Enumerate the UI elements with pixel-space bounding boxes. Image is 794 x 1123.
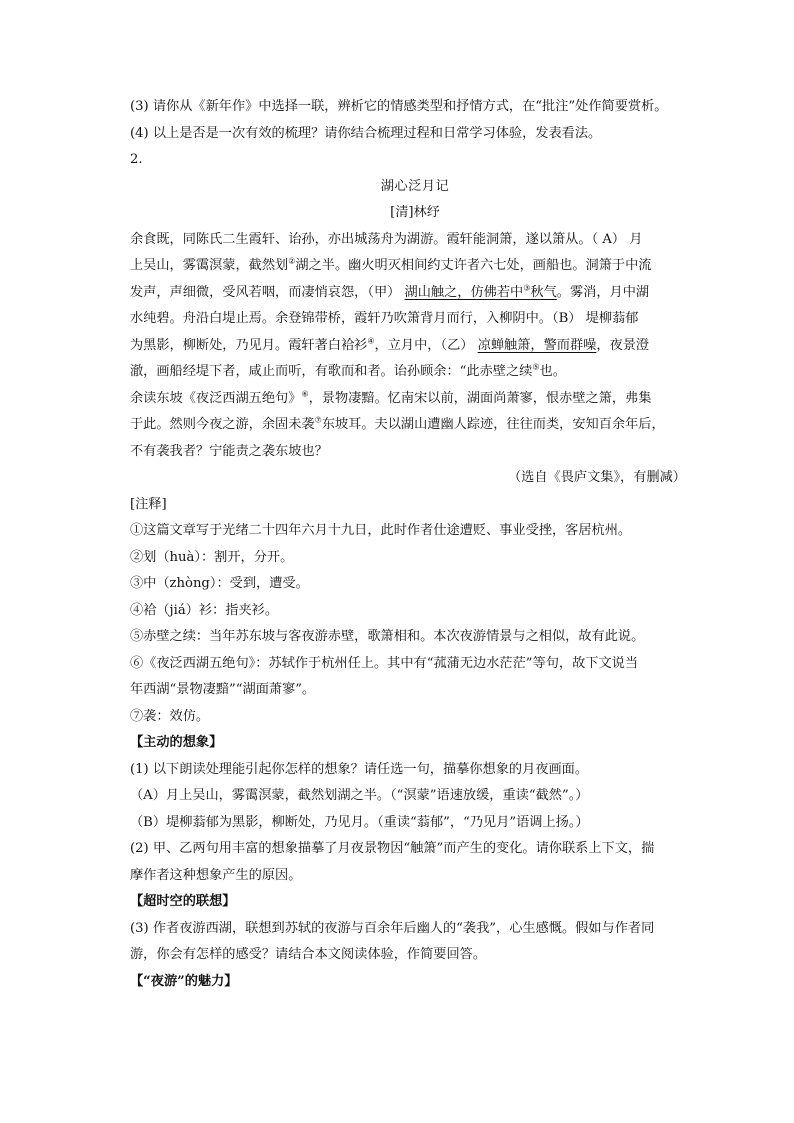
note-7: ⑦袭：效仿。 xyxy=(130,708,210,724)
note-marker: ⑦ xyxy=(314,415,322,425)
essay-line: 澈，画船经堤下者，咸止而听，有歌而和者。诒孙顾余：“此赤壁之续⑤也。 xyxy=(130,362,566,379)
essay-line: 不有袭我者？宁能责之袭东坡也？ xyxy=(130,443,328,459)
task-2: (2) 甲、乙两句用丰富的想象描摹了月夜景物因“触箫”而产生的变化。请你联系上下文，揣 xyxy=(130,841,655,856)
essay-paragraph-1 xyxy=(130,227,700,386)
essay-line: 上吴山，雾霭溟蒙，截然划②湖之半。幽火明灭相间约丈许者六七处，画船也。洞箫于中流 xyxy=(130,256,652,273)
task-2-cont: 摩作者这种想象产生的原因。 xyxy=(130,867,302,883)
question-3: (3) 请你从《新年作》中选择一联，辨析它的情感类型和抒情方式，在“批注”处作简要赏析。 xyxy=(130,99,668,114)
note-marker: ② xyxy=(288,256,296,266)
essay-line: 于此。然则今夜之游，余固未袭⑦东坡耳。夫以湖山遭幽人踪迹，往往而类，安知百余年后， xyxy=(130,415,665,432)
essay-source: （选自《畏庐文集》，有删减） xyxy=(507,470,686,485)
note-2: ②划（huà）：割开，分开。 xyxy=(130,549,294,565)
notes-section xyxy=(130,492,700,731)
task-heading-association: 【超时空的联想】 xyxy=(130,894,236,909)
note-4: ④袷（jiá）衫：指夹衫。 xyxy=(130,602,279,618)
question-4: (4) 以上是否是一次有效的梳理？请你结合梳理过程和日常学习体验，发表看法。 xyxy=(130,125,602,141)
task-1-option-b: （B）堤柳蓊郁为黑影，柳断处，乃见月。（重读“蓊郁”，“乃见月”语调上扬。） xyxy=(130,814,589,830)
essay-line: 余食既，同陈氏二生霞轩、诒孙，亦出城荡舟为湖游。霞轩能洞箫，遂以箫从。（ A） 月 xyxy=(130,231,643,247)
task-1: (1) 以下朗读处理能引起你怎样的想象？请任选一句，描摹你想象的月夜画面。 xyxy=(130,761,589,777)
essay-line: 为黑影，柳断处，乃见月。霞轩著白袷衫④，立月中，（乙） 凉蝉触箫，警而群噪，夜景澄 xyxy=(130,336,650,353)
note-marker: ⑥ xyxy=(301,389,309,399)
essay-line: 发声，声细微，受风若咽，而凄悄哀怨，（甲） 湖山触之，仿佛若中③秋气。雾消，月中湖 xyxy=(130,283,650,300)
note-3: ③中（zhòng）：受到，遭受。 xyxy=(130,576,309,591)
underlined-sentence-yi: 凉蝉触箫，警而群噪 xyxy=(477,337,597,353)
section-number: 2. xyxy=(130,152,143,167)
note-1: ①这篇文章写于光绪二十四年六月十九日，此时作者仕途遭贬、事业受挫，客居杭州。 xyxy=(130,523,632,538)
task-1-option-a: （A）月上吴山，雾霭溟蒙，截然划湖之半。（“溟蒙”语速放缓，重读“截然”。） xyxy=(130,788,589,803)
underlined-sentence-jia: 湖山触之，仿佛若中③秋气 xyxy=(404,283,557,300)
note-marker: ⑤ xyxy=(532,362,540,372)
document-page xyxy=(130,94,700,995)
task-heading-imagination: 【主动的想象】 xyxy=(130,735,223,750)
essay-title: 湖心泛月记 xyxy=(380,178,450,194)
task-3: (3) 作者夜游西湖，联想到苏轼的夜游与百余年后幽人的“袭我”，心生感慨。假如与作者同 xyxy=(130,920,655,936)
note-5: ⑤赤壁之续：当年苏东坡与客夜游赤壁，歌箫相和。本次夜游情景与之相似，故有此说。 xyxy=(130,629,645,644)
note-marker: ③ xyxy=(523,283,531,293)
essay-line: 余读东坡《夜泛西湖五绝句》⑥，景物凄黯。忆南宋以前，湖面尚萧寥，恨赤壁之箫，弗集 xyxy=(130,389,652,406)
note-6: ⑥《夜泛西湖五绝句》：苏轼作于杭州任上。其中有“菰蒲无边水茫茫”等句，故下文说当 xyxy=(130,655,639,671)
tasks-section xyxy=(130,730,700,995)
essay-paragraph-2 xyxy=(130,386,700,466)
note-6-cont: 年西湖“景物凄黯”“湖面萧寥”。 xyxy=(130,682,316,697)
essay-author: [清]林纾 xyxy=(390,205,440,220)
note-marker: ④ xyxy=(367,336,375,346)
task-heading-night-tour: 【“夜游”的魅力】 xyxy=(130,973,238,989)
notes-heading: [注释] xyxy=(130,496,167,512)
task-3-cont: 游，你会有怎样的感受？请结合本文阅读体验，作简要回答。 xyxy=(130,947,487,962)
essay-line: 水纯碧。舟沿白堤止焉。余登锦带桥，霞轩乃吹箫背月而行，入柳阴中。（B） 堤柳蓊郁 xyxy=(130,311,639,326)
